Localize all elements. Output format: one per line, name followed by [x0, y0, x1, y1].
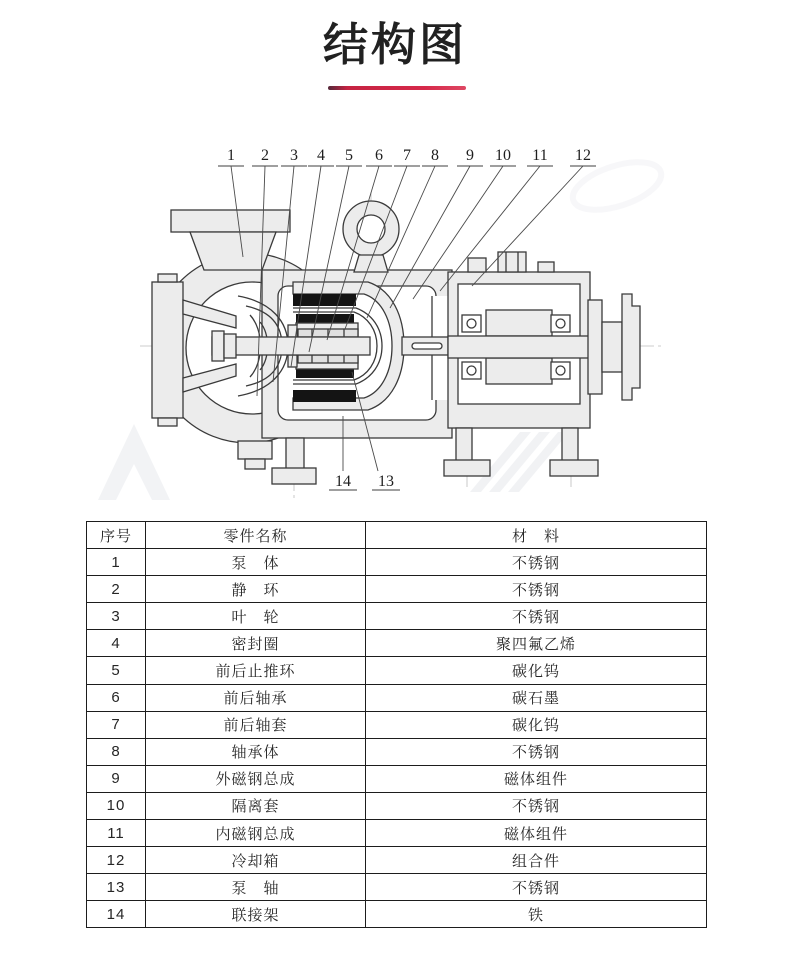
callout-number: 4 [317, 147, 325, 164]
part-material: 不锈钢 [366, 603, 707, 630]
part-name: 前后轴承 [146, 684, 366, 711]
part-name: 静 环 [146, 576, 366, 603]
table-row [87, 657, 707, 684]
part-name: 外磁钢总成 [146, 765, 366, 792]
callout-number: 9 [466, 147, 474, 164]
table-row [87, 711, 707, 738]
table-row [87, 901, 707, 928]
part-material: 不锈钢 [366, 576, 707, 603]
part-material: 不锈钢 [366, 874, 707, 901]
callout-number: 8 [431, 147, 439, 164]
callout-number: 13 [378, 473, 394, 490]
table-header-row [87, 522, 707, 549]
inner-magnet-lower [296, 369, 354, 378]
parts-table [86, 521, 707, 928]
part-number: 10 [87, 792, 146, 819]
part-material: 不锈钢 [366, 549, 707, 576]
part-name: 冷却箱 [146, 847, 366, 874]
callout-number: 3 [290, 147, 298, 164]
callout-number: 1 [227, 147, 235, 164]
callout-number: 2 [261, 147, 269, 164]
part-material: 碳化钨 [366, 657, 707, 684]
outer-magnet-lower [293, 390, 356, 402]
callout-number: 14 [335, 473, 351, 490]
table-row [87, 549, 707, 576]
part-name: 前后止推环 [146, 657, 366, 684]
structure-diagram [75, 120, 715, 512]
part-material: 铁 [366, 901, 707, 928]
header-part-name: 零件名称 [146, 522, 366, 549]
page-title: 结构图 [322, 19, 467, 70]
parts-table-body [87, 549, 707, 928]
callout-number: 12 [575, 147, 591, 164]
callout-number: 5 [345, 147, 353, 164]
coupling-flange [602, 294, 640, 400]
bearing-housing [448, 252, 602, 428]
part-number: 1 [87, 549, 146, 576]
header-material: 材 料 [366, 522, 707, 549]
part-name: 叶 轮 [146, 603, 366, 630]
table-row [87, 603, 707, 630]
part-material: 组合件 [366, 847, 707, 874]
inner-magnet-upper [296, 314, 354, 323]
part-material: 碳化钨 [366, 711, 707, 738]
part-number: 4 [87, 630, 146, 657]
part-name: 轴承体 [146, 738, 366, 765]
table-row [87, 820, 707, 847]
bearing-shaft [448, 336, 598, 358]
table-row [87, 874, 707, 901]
part-number: 14 [87, 901, 146, 928]
table-row [87, 576, 707, 603]
part-material: 磁体组件 [366, 820, 707, 847]
part-number: 11 [87, 820, 146, 847]
part-number: 5 [87, 657, 146, 684]
part-name: 前后轴套 [146, 711, 366, 738]
part-name: 泵 轴 [146, 874, 366, 901]
title-underline-accent [328, 86, 466, 90]
part-number: 12 [87, 847, 146, 874]
part-name: 泵 体 [146, 549, 366, 576]
part-name: 联接架 [146, 901, 366, 928]
part-material: 磁体组件 [366, 765, 707, 792]
part-material: 碳石墨 [366, 684, 707, 711]
pump-diagram-svg [75, 120, 715, 512]
part-name: 内磁钢总成 [146, 820, 366, 847]
callout-number: 11 [532, 147, 548, 164]
part-number: 8 [87, 738, 146, 765]
table-row [87, 630, 707, 657]
part-number: 9 [87, 765, 146, 792]
part-number: 13 [87, 874, 146, 901]
callout-number: 7 [403, 147, 411, 164]
outer-magnet-upper [293, 294, 356, 306]
part-name: 密封圈 [146, 630, 366, 657]
table-row [87, 765, 707, 792]
part-number: 3 [87, 603, 146, 630]
part-number: 7 [87, 711, 146, 738]
callout-leader-line [472, 166, 583, 286]
table-row [87, 792, 707, 819]
part-material: 不锈钢 [366, 792, 707, 819]
part-name: 隔离套 [146, 792, 366, 819]
callout-number: 10 [495, 147, 511, 164]
part-material: 不锈钢 [366, 738, 707, 765]
header-index: 序号 [87, 522, 146, 549]
drive-shaft-stub [402, 337, 450, 355]
part-number: 6 [87, 684, 146, 711]
table-row [87, 847, 707, 874]
callout-number: 6 [375, 147, 383, 164]
table-row [87, 738, 707, 765]
part-number: 2 [87, 576, 146, 603]
table-row [87, 684, 707, 711]
part-material: 聚四氟乙烯 [366, 630, 707, 657]
